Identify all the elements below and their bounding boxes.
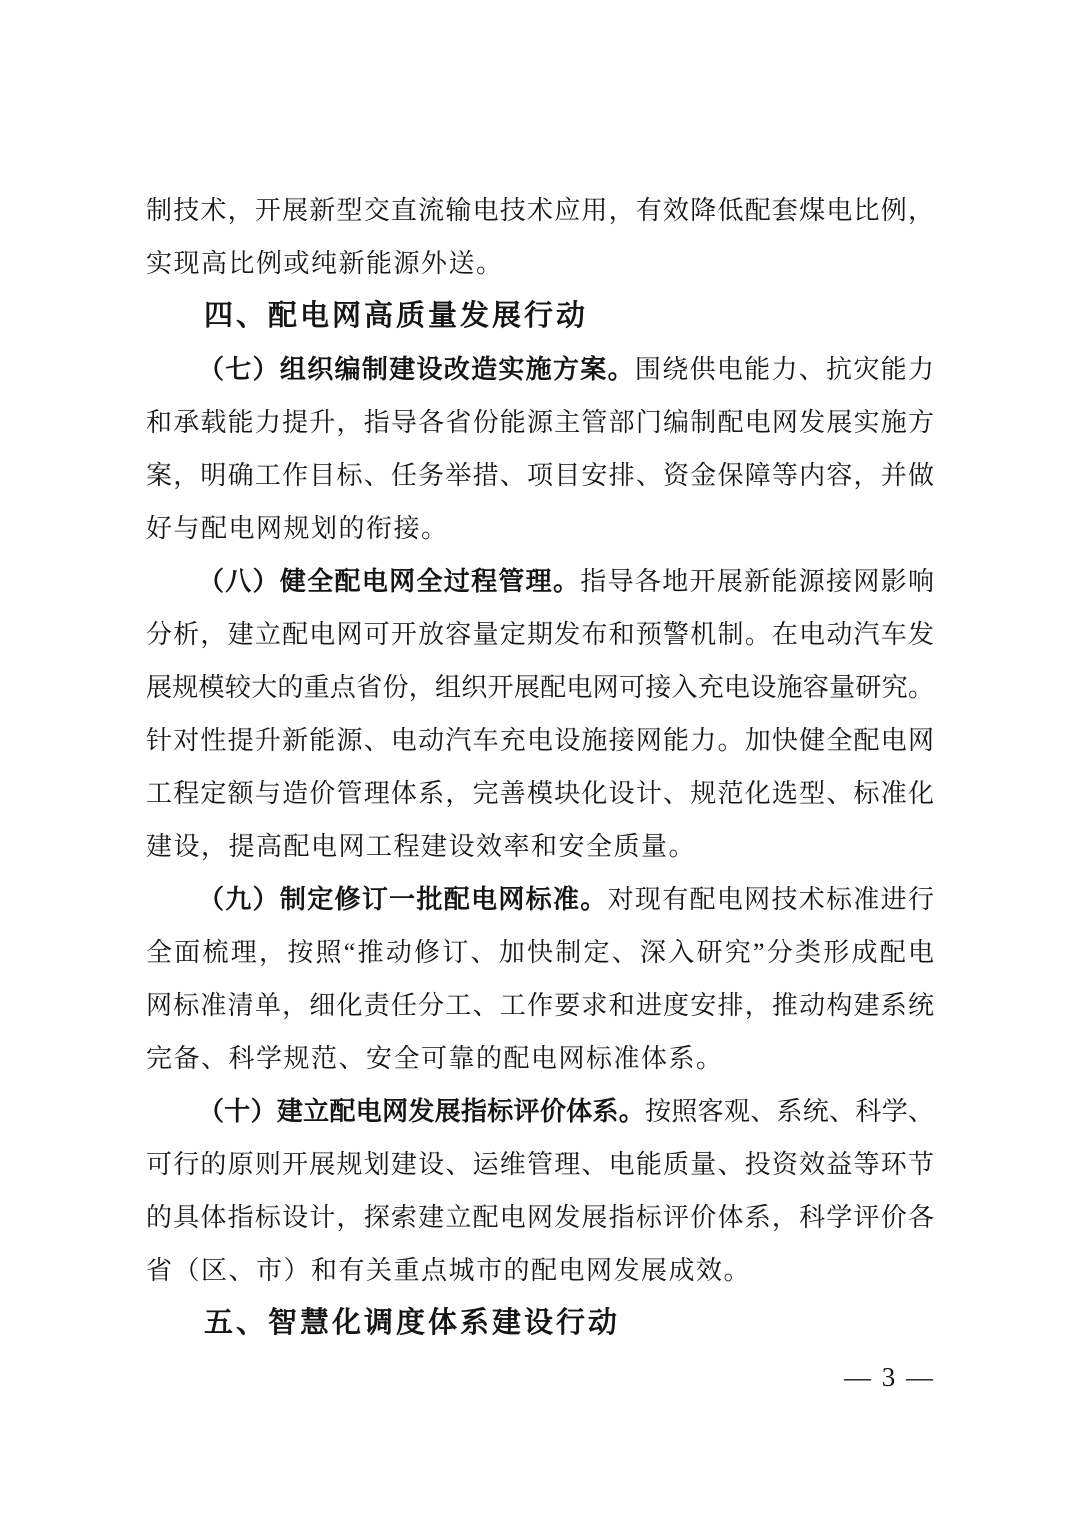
body-text-line: 案，明确工作目标、任务举措、项目安排、资金保障等内容，并做 [146,461,934,490]
section-heading: 五、智慧化调度体系建设行动 [204,1307,621,1339]
body-text-line: 工程定额与造价管理体系，完善模块化设计、规范化选型、标准化 [146,779,934,808]
body-text-line: 针对性提升新能源、电动汽车充电设施接网能力。加快健全配电网 [146,726,934,755]
document-body [146,184,934,1350]
page-number: — 3 — [844,1362,935,1392]
body-text-line: 网标准清单，细化责任分工、工作要求和进度安排，推动构建系统 [146,991,934,1020]
paragraph-lead-bold: （七）组织编制建设改造实施方案。 [198,355,635,384]
body-text-line: 完备、科学规范、安全可靠的配电网标准体系。 [146,1044,724,1073]
body-text-line: 好与配电网规划的衔接。 [146,514,449,543]
section-heading: 四、配电网高质量发展行动 [204,300,589,332]
body-text-line: 展规模较大的重点省份，组织开展配电网可接入充电设施容量研究。 [146,673,934,702]
body-text-line: 分析，建立配电网可开放容量定期发布和预警机制。在电动汽车发 [146,620,934,649]
body-text-line: 建设，提高配电网工程建设效率和安全质量。 [146,832,697,861]
paragraph-first-line: （八）健全配电网全过程管理。指导各地开展新能源接网影响 [198,567,934,596]
paragraph-lead-bold: （九）制定修订一批配电网标准。 [198,885,608,914]
body-text-line: 制技术，开展新型交直流输电技术应用，有效降低配套煤电比例， [146,196,934,225]
paragraph-lead-bold: （八）健全配电网全过程管理。 [198,567,581,596]
paragraph-first-line: （九）制定修订一批配电网标准。对现有配电网技术标准进行 [198,885,934,914]
paragraph-first-line: （七）组织编制建设改造实施方案。围绕供电能力、抗灾能力 [198,355,934,384]
body-text-line: 实现高比例或纯新能源外送。 [146,249,504,278]
body-text-line: 可行的原则开展规划建设、运维管理、电能质量、投资效益等环节 [146,1150,934,1179]
body-text-line: 的具体指标设计，探索建立配电网发展指标评价体系，科学评价各 [146,1203,934,1232]
body-text-line: 全面梳理，按照“推动修订、加快制定、深入研究”分类形成配电 [146,938,934,967]
paragraph-lead-bold: （十）建立配电网发展指标评价体系。 [198,1097,646,1126]
body-text-line: 和承载能力提升，指导各省份能源主管部门编制配电网发展实施方 [146,408,934,437]
paragraph-first-line: （十）建立配电网发展指标评价体系。按照客观、系统、科学、 [198,1097,934,1126]
body-text-line: 省（区、市）和有关重点城市的配电网发展成效。 [146,1256,752,1285]
